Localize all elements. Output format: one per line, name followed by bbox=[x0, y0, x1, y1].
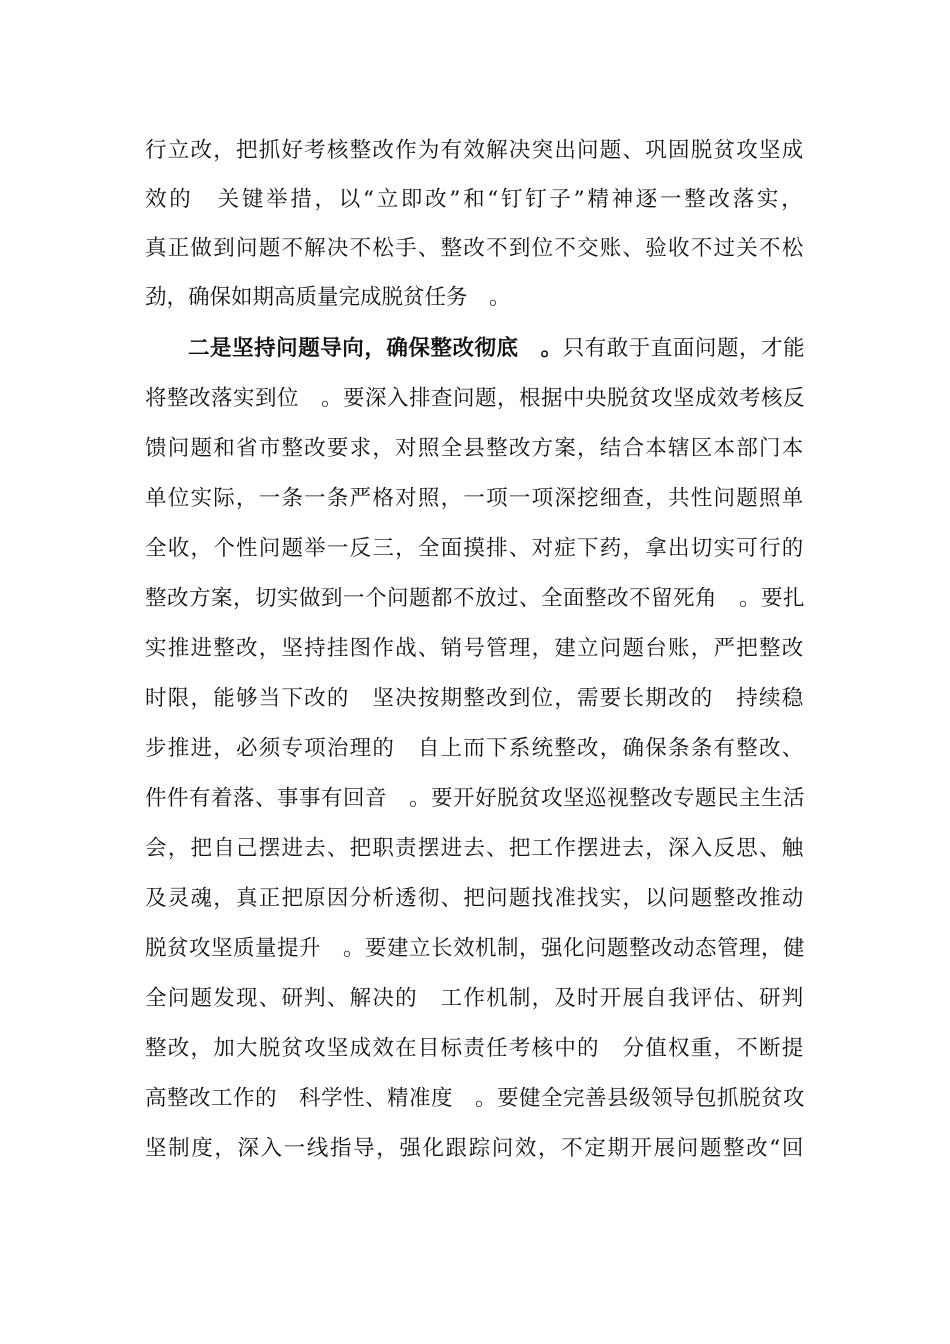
paragraph-2-line: 整改，加大脱贫攻坚成效在目标责任考核中的 分值权重，不断提 bbox=[145, 1036, 805, 1061]
paragraph-2-line: 高整改工作的 科学性、精准度 。要健全完善县级领导包抓脱贫攻 bbox=[145, 1086, 806, 1111]
paragraph-2-first-line-text: 只有敢于直面问题，才能 bbox=[562, 336, 806, 361]
paragraph-2-line: 坚制度，深入一线指导，强化跟踪问效，不定期开展问题整改“回 bbox=[145, 1136, 805, 1161]
paragraph-2-line: 件件有着落、事事有回音 。要开好脱贫攻坚巡视整改专题民主生活 bbox=[145, 786, 806, 811]
paragraph-2-line: 会，把自己摆进去、把职责摆进去、把工作摆进去，深入反思、触 bbox=[145, 836, 805, 861]
paragraph-2-line: 步推进，必须专项治理的 自上而下系统整改，确保条条有整改、 bbox=[145, 736, 805, 761]
paragraph-2-line: 单位实际，一条一条严格对照，一项一项深挖细查，共性问题照单 bbox=[145, 486, 805, 511]
paragraph-2-line: 整改方案，切实做到一个问题都不放过、全面整改不留死角 。要扎 bbox=[145, 586, 806, 611]
paragraph-1-line: 劲，确保如期高质量完成脱贫任务 。 bbox=[145, 285, 511, 310]
paragraph-1-line: 效的 关键举措，以“立即改”和“钉钉子”精神逐一整改落实， bbox=[145, 187, 806, 212]
paragraph-2-line: 及灵魂，真正把原因分析透彻、把问题找准找实，以问题整改推动 bbox=[145, 886, 805, 911]
paragraph-2-line: 全问题发现、研判、解决的 工作机制，及时开展自我评估、研判 bbox=[145, 986, 805, 1011]
paragraph-1-line: 真正做到问题不解决不松手、整改不到位不交账、验收不过关不松 bbox=[145, 236, 805, 261]
paragraph-2-line: 脱贫攻坚质量提升 。要建立长效机制，强化问题整改动态管理，健 bbox=[145, 936, 806, 961]
paragraph-2-line: 馈问题和省市整改要求，对照全县整改方案，结合本辖区本部门本 bbox=[145, 436, 805, 461]
paragraph-2-line: 将整改落实到位 。要深入排查问题，根据中央脱贫攻坚成效考核反 bbox=[145, 386, 806, 411]
paragraph-2-line: 实推进整改，坚持挂图作战、销号管理，建立问题台账，严把整改 bbox=[145, 636, 805, 661]
paragraph-2-first-line bbox=[188, 334, 805, 364]
paragraph-1-line: 行立改，把抓好考核整改作为有效解决突出问题、巩固脱贫攻坚成 bbox=[145, 138, 805, 163]
paragraph-2-line: 时限，能够当下改的 坚决按期整改到位，需要长期改的 持续稳 bbox=[145, 686, 805, 711]
paragraph-2-heading: 二是坚持问题导向，确保整改彻底 。 bbox=[188, 336, 563, 361]
paragraph-2-line: 全收，个性问题举一反三，全面摸排、对症下药，拿出切实可行的 bbox=[145, 536, 805, 561]
